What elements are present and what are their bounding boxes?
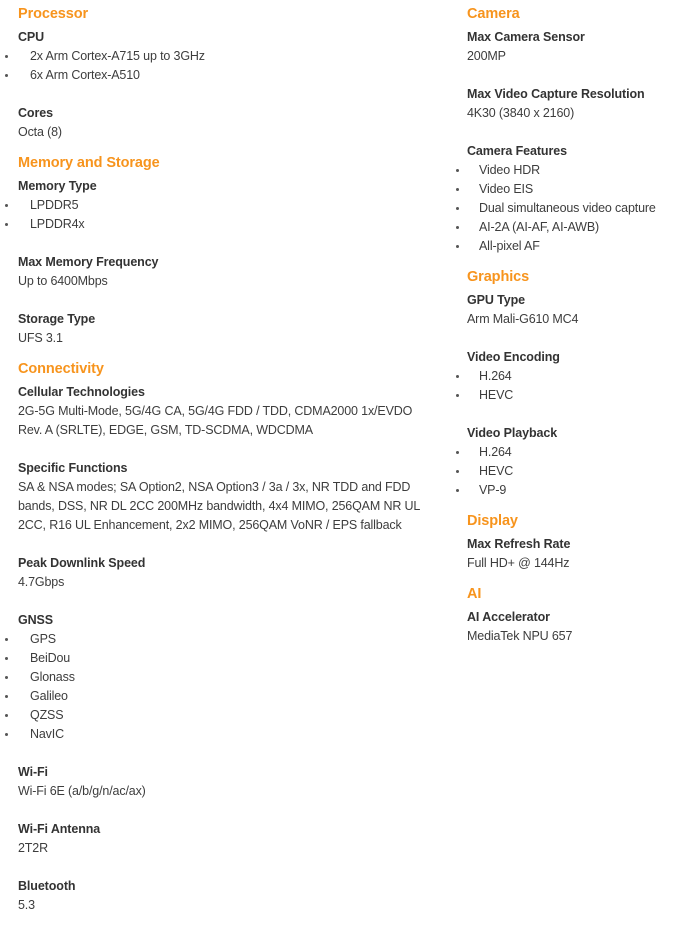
spec-list: [467, 161, 692, 256]
list-item: LPDDR5: [0, 196, 438, 215]
spec-cpu: [18, 28, 438, 85]
spec-label: CPU: [18, 30, 45, 44]
spec-label: GNSS: [18, 613, 54, 627]
spec-memory-type: [18, 177, 438, 234]
list-item: 2x Arm Cortex-A715 up to 3GHz: [0, 47, 438, 66]
section-title-processor: Processor: [18, 6, 89, 22]
spec-storage-type: [18, 310, 438, 348]
spec-max-video-capture: [467, 85, 692, 123]
spec-label: Cellular Technologies: [18, 385, 145, 399]
spec-camera-features: [467, 142, 692, 256]
spec-specific-functions: [18, 459, 438, 535]
spec-value: 2G-5G Multi-Mode, 5G/4G CA, 5G/4G FDD / TDD, CDMA2000 1x/EVDO Rev. A (SRLTE), EDGE, GSM, TD-SCDMA, WDCDMA: [18, 404, 413, 437]
spec-gpu-type: [467, 291, 692, 329]
spec-label: Wi-Fi Antenna: [18, 822, 101, 836]
spec-label: Bluetooth: [18, 879, 76, 893]
list-item: Galileo: [0, 687, 438, 706]
spec-video-playback: [467, 424, 692, 500]
left-spec-column: [18, 0, 438, 927]
spec-max-camera-sensor: [467, 28, 692, 66]
spec-max-refresh-rate: [467, 535, 692, 573]
spec-gnss: [18, 611, 438, 744]
spec-label: GPU Type: [467, 293, 526, 307]
spec-label: Max Camera Sensor: [467, 30, 585, 44]
spec-list: [18, 196, 438, 234]
spec-list: [467, 367, 692, 405]
spec-peak-downlink: [18, 554, 438, 592]
list-item: H.264: [455, 443, 692, 462]
list-item: Video HDR: [455, 161, 692, 180]
list-item: H.264: [455, 367, 692, 386]
list-item: Dual simultaneous video capture: [455, 199, 692, 218]
list-item: 6x Arm Cortex-A510: [0, 66, 438, 85]
spec-wifi: [18, 763, 438, 801]
spec-value: 5.3: [18, 898, 35, 912]
list-item: Video EIS: [455, 180, 692, 199]
connectivity-section: [18, 360, 438, 915]
spec-value: 2T2R: [18, 841, 48, 855]
spec-value: Octa (8): [18, 125, 62, 139]
spec-value: 4K30 (3840 x 2160): [467, 106, 575, 120]
camera-section: [467, 5, 692, 256]
spec-label: Max Refresh Rate: [467, 537, 571, 551]
memory-storage-section: [18, 154, 438, 348]
spec-value: Full HD+ @ 144Hz: [467, 556, 570, 570]
section-title-memory: Memory and Storage: [18, 155, 160, 171]
spec-label: Wi-Fi: [18, 765, 48, 779]
spec-value: 4.7Gbps: [18, 575, 65, 589]
right-spec-column: [467, 0, 692, 658]
processor-section: [18, 5, 438, 142]
graphics-section: [467, 268, 692, 500]
section-title-connectivity: Connectivity: [18, 361, 104, 377]
list-item: QZSS: [0, 706, 438, 725]
section-title-graphics: Graphics: [467, 269, 530, 285]
spec-label: Video Encoding: [467, 350, 560, 364]
spec-label: Video Playback: [467, 426, 558, 440]
list-item: Glonass: [0, 668, 438, 687]
list-item: HEVC: [455, 462, 692, 481]
display-section: [467, 512, 692, 573]
spec-wifi-antenna: [18, 820, 438, 858]
list-item: VP-9: [455, 481, 692, 500]
spec-label: Cores: [18, 106, 53, 120]
spec-label: AI Accelerator: [467, 610, 550, 624]
spec-label: Max Memory Frequency: [18, 255, 159, 269]
spec-value: Wi-Fi 6E (a/b/g/n/ac/ax): [18, 784, 146, 798]
spec-list: [18, 630, 438, 744]
spec-cellular-technologies: [18, 383, 438, 440]
spec-list: [18, 47, 438, 85]
list-item: NavIC: [0, 725, 438, 744]
spec-value: 200MP: [467, 49, 506, 63]
spec-bluetooth: [18, 877, 438, 915]
spec-label: Storage Type: [18, 312, 96, 326]
spec-ai-accelerator: [467, 608, 692, 646]
list-item: LPDDR4x: [0, 215, 438, 234]
spec-label: Specific Functions: [18, 461, 128, 475]
section-title-display: Display: [467, 513, 518, 529]
spec-value: SA & NSA modes; SA Option2, NSA Option3 / 3a / 3x, NR TDD and FDD bands, DSS, NR DL 2CC 200MHz bandwidth, 4x4 MIMO, 256QAM NR UL 2CC, R16 UL Enhancement, 2x2 MIMO, 256QAM VoNR / EPS fallback: [18, 480, 420, 532]
spec-label: Memory Type: [18, 179, 97, 193]
section-title-camera: Camera: [467, 6, 520, 22]
list-item: All-pixel AF: [455, 237, 692, 256]
spec-max-memory-frequency: [18, 253, 438, 291]
ai-section: [467, 585, 692, 646]
list-item: AI-2A (AI-AF, AI-AWB): [455, 218, 692, 237]
list-item: BeiDou: [0, 649, 438, 668]
list-item: HEVC: [455, 386, 692, 405]
list-item: GPS: [0, 630, 438, 649]
spec-cores: [18, 104, 438, 142]
spec-label: Peak Downlink Speed: [18, 556, 146, 570]
spec-value: Arm Mali-G610 MC4: [467, 312, 579, 326]
section-title-ai: AI: [467, 586, 482, 602]
spec-value: MediaTek NPU 657: [467, 629, 573, 643]
spec-label: Max Video Capture Resolution: [467, 87, 645, 101]
spec-list: [467, 443, 692, 500]
spec-label: Camera Features: [467, 144, 567, 158]
spec-value: Up to 6400Mbps: [18, 274, 108, 288]
spec-value: UFS 3.1: [18, 331, 63, 345]
spec-video-encoding: [467, 348, 692, 405]
